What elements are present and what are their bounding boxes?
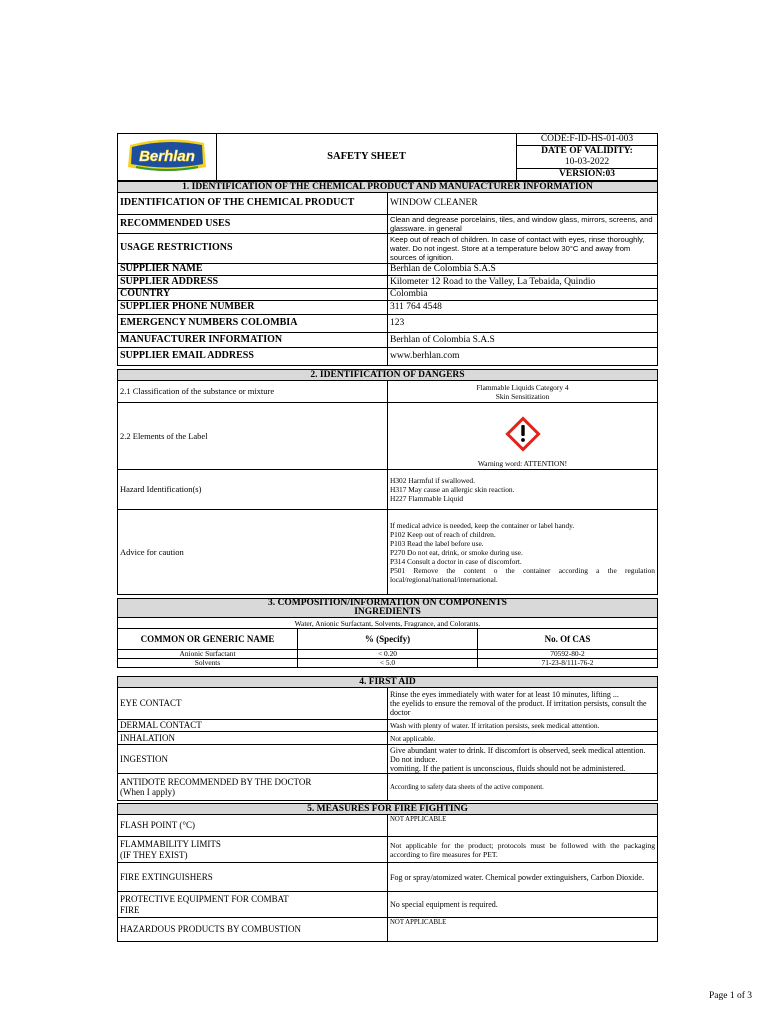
first-aid-line: Rinse the eyes immediately with water for at least 10 minutes, lifting ... <box>390 690 619 699</box>
ingredient-percent: < 0.20 <box>298 650 478 659</box>
classification-line: Flammable Liquids Category 4 <box>476 382 569 392</box>
ingredients-list: Water, Anionic Surfactant, Solvents, Fragrance, and Colorants. <box>118 618 658 629</box>
table-row <box>118 659 658 668</box>
value-supplier-name: Berhlan de Colombia S.A.S <box>388 264 658 276</box>
label-email: SUPPLIER EMAIL ADDRESS <box>118 348 388 366</box>
ingredient-name: Solvents <box>118 659 298 668</box>
flammability-label-line: (IF THEY EXIST) <box>120 849 188 860</box>
value-supplier-address: Kilometer 12 Road to the Valley, La Tebaida, Quindio <box>388 276 658 289</box>
header-table <box>117 133 658 181</box>
warning-word: Warning word: ATTENTION! <box>477 459 568 468</box>
hazard-statement: H317 May cause an allergic skin reaction. <box>390 485 515 494</box>
page-number: Page 1 of 3 <box>709 991 753 1001</box>
label-flammability <box>118 837 388 863</box>
value-product-id: WINDOW CLEANER <box>388 193 658 215</box>
ingredients-heading: INGREDIENTS <box>354 607 421 617</box>
first-aid-line: doctor <box>390 708 411 717</box>
label-inhalation: INHALATION <box>118 732 388 745</box>
value-manufacturer: Berhlan of Colombia S.A.S <box>388 333 658 348</box>
label-classification: 2.1 Classification of the substance or mixture <box>118 381 388 403</box>
ingredient-cas: 71-23-8/111-76-2 <box>478 659 658 668</box>
section-2-title: 2. IDENTIFICATION OF DANGERS <box>118 370 658 381</box>
label-dermal-contact: DERMAL CONTACT <box>118 720 388 732</box>
value-country: Colombia <box>388 289 658 301</box>
ingredient-percent: < 5.0 <box>298 659 478 668</box>
berhlan-logo <box>126 137 208 173</box>
col-header-cas: No. Of CAS <box>478 629 658 650</box>
hazard-statement: H302 Harmful if swallowed. <box>390 476 475 485</box>
exclamation-hazard-icon <box>504 415 542 453</box>
section-5-title: 5. MEASURES FOR FIRE FIGHTING <box>118 804 658 815</box>
first-aid-line: vomiting. If the patient is unconscious, fluids should not be administered. <box>390 763 626 773</box>
value-usage-restrictions: Keep out of reach of children. In case of contact with eyes, rinse thoroughly, water. Do not ingest. Store at a temperature below 30°C and away from sources of ignition. <box>388 234 658 264</box>
label-protective-equipment <box>118 892 388 918</box>
first-aid-line: the eyelids to ensure the removal of the product. If irritation persists, consult the <box>390 699 647 708</box>
label-extinguishers: FIRE EXTINGUISHERS <box>118 863 388 892</box>
value-flash-point: NOT APPLICABLE <box>388 815 658 837</box>
advice-line: P501 Remove the content o the container according a the regulation local/regional/national/international. <box>390 565 655 584</box>
first-aid-line: Give abundant water to drink. If discomfort is observed, seek medical attention. Do not induce. <box>390 745 646 764</box>
label-antidote <box>118 774 388 801</box>
section-4-table <box>117 676 658 801</box>
value-phone: 311 764 4548 <box>388 301 658 315</box>
value-flammability: Not applicable for the product; protocols must be followed with the packaging according to fire measures for PET. <box>388 837 658 863</box>
value-inhalation: Not applicable. <box>388 732 658 745</box>
value-dermal-contact: Wash with plenty of water. If irritation persists, seek medical attention. <box>388 720 658 732</box>
label-eye-contact: EYE CONTACT <box>118 688 388 720</box>
value-antidote: According to safety data sheets of the active component. <box>388 774 658 801</box>
ingredient-name: Anionic Surfactant <box>118 650 298 659</box>
value-hazard <box>388 470 658 510</box>
label-manufacturer: MANUFACTURER INFORMATION <box>118 333 388 348</box>
section-1-table <box>117 181 658 366</box>
value-emergency: 123 <box>388 315 658 333</box>
label-usage-restrictions: USAGE RESTRICTIONS <box>118 234 388 264</box>
logo-cell <box>118 134 217 181</box>
document-meta <box>517 134 658 181</box>
label-country: COUNTRY <box>118 289 388 301</box>
advice-line: If medical advice is needed, keep the container or label handy. <box>390 520 575 530</box>
label-supplier-name: SUPPLIER NAME <box>118 264 388 276</box>
label-emergency: EMERGENCY NUMBERS COLOMBIA <box>118 315 388 333</box>
value-recommended-uses: Clean and degrease porcelains, tiles, and window glass, mirrors, screens, and glassware. in general <box>388 215 658 234</box>
section-5-table <box>117 803 658 942</box>
section-2-table <box>117 369 658 595</box>
value-elements <box>388 403 658 470</box>
section-3-title <box>118 599 658 618</box>
col-header-name: COMMON OR GENERIC NAME <box>118 629 298 650</box>
label-hazardous-products: HAZARDOUS PRODUCTS BY COMBUSTION <box>118 918 388 942</box>
value-ingestion <box>388 745 658 774</box>
advice-line: P270 Do not eat, drink, or smoke during use. <box>390 547 523 557</box>
value-protective-equipment: No special equipment is required. <box>388 892 658 918</box>
advice-line: P102 Keep out of reach of children. <box>390 529 496 539</box>
antidote-label-line: (When I apply) <box>120 787 175 797</box>
section-1-title: 1. IDENTIFICATION OF THE CHEMICAL PRODUCT AND MANUFACTURER INFORMATION <box>118 182 658 193</box>
classification-line: Skin Sensitization <box>495 391 550 401</box>
section-3-table <box>117 598 658 668</box>
value-eye-contact <box>388 688 658 720</box>
protective-label-line: FIRE <box>120 904 140 915</box>
value-extinguishers: Fog or spray/atomized water. Chemical powder extinguishers, Carbon Dioxide. <box>388 863 658 892</box>
label-product-id: IDENTIFICATION OF THE CHEMICAL PRODUCT <box>118 193 388 215</box>
label-advice: Advice for caution <box>118 510 388 595</box>
advice-line: P314 Consult a doctor in case of discomfort. <box>390 556 522 566</box>
document-code: CODE:F-ID-HS-01-003 <box>517 134 657 146</box>
value-advice <box>388 510 658 595</box>
value-classification <box>388 381 658 403</box>
document-title: SAFETY SHEET <box>217 134 517 181</box>
label-supplier-address: SUPPLIER ADDRESS <box>118 276 388 289</box>
label-flash-point: FLASH POINT (°C) <box>118 815 388 837</box>
section-3-heading: 3. COMPOSITION/INFORMATION ON COMPONENTS <box>268 598 507 608</box>
section-4-title: 4. FIRST AID <box>118 677 658 688</box>
label-ingestion: INGESTION <box>118 745 388 774</box>
protective-label-line: PROTECTIVE EQUIPMENT FOR COMBAT <box>120 894 289 904</box>
col-header-percent: % (Specify) <box>298 629 478 650</box>
label-elements: 2.2 Elements of the Label <box>118 403 388 470</box>
ingredient-cas: 70592-80-2 <box>478 650 658 659</box>
safety-sheet <box>117 133 658 942</box>
svg-text:Berhlan: Berhlan <box>139 148 195 166</box>
advice-line: P103 Read the label before use. <box>390 538 484 548</box>
document-version: VERSION:03 <box>559 169 615 179</box>
validity-date: 10-03-2022 <box>517 157 657 169</box>
antidote-label-line: ANTIDOTE RECOMMENDED BY THE DOCTOR <box>120 776 312 787</box>
flammability-label-line: FLAMMABILITY LIMITS <box>120 839 221 849</box>
validity-label: DATE OF VALIDITY: <box>541 146 633 156</box>
label-recommended-uses: RECOMMENDED USES <box>118 215 388 234</box>
label-hazard: Hazard Identification(s) <box>118 470 388 510</box>
label-phone: SUPPLIER PHONE NUMBER <box>118 301 388 315</box>
value-hazardous-products: NOT APPLICABLE <box>388 918 658 942</box>
hazard-statement: H227 Flammable Liquid <box>390 494 464 503</box>
value-email: www.berhlan.com <box>388 348 658 366</box>
